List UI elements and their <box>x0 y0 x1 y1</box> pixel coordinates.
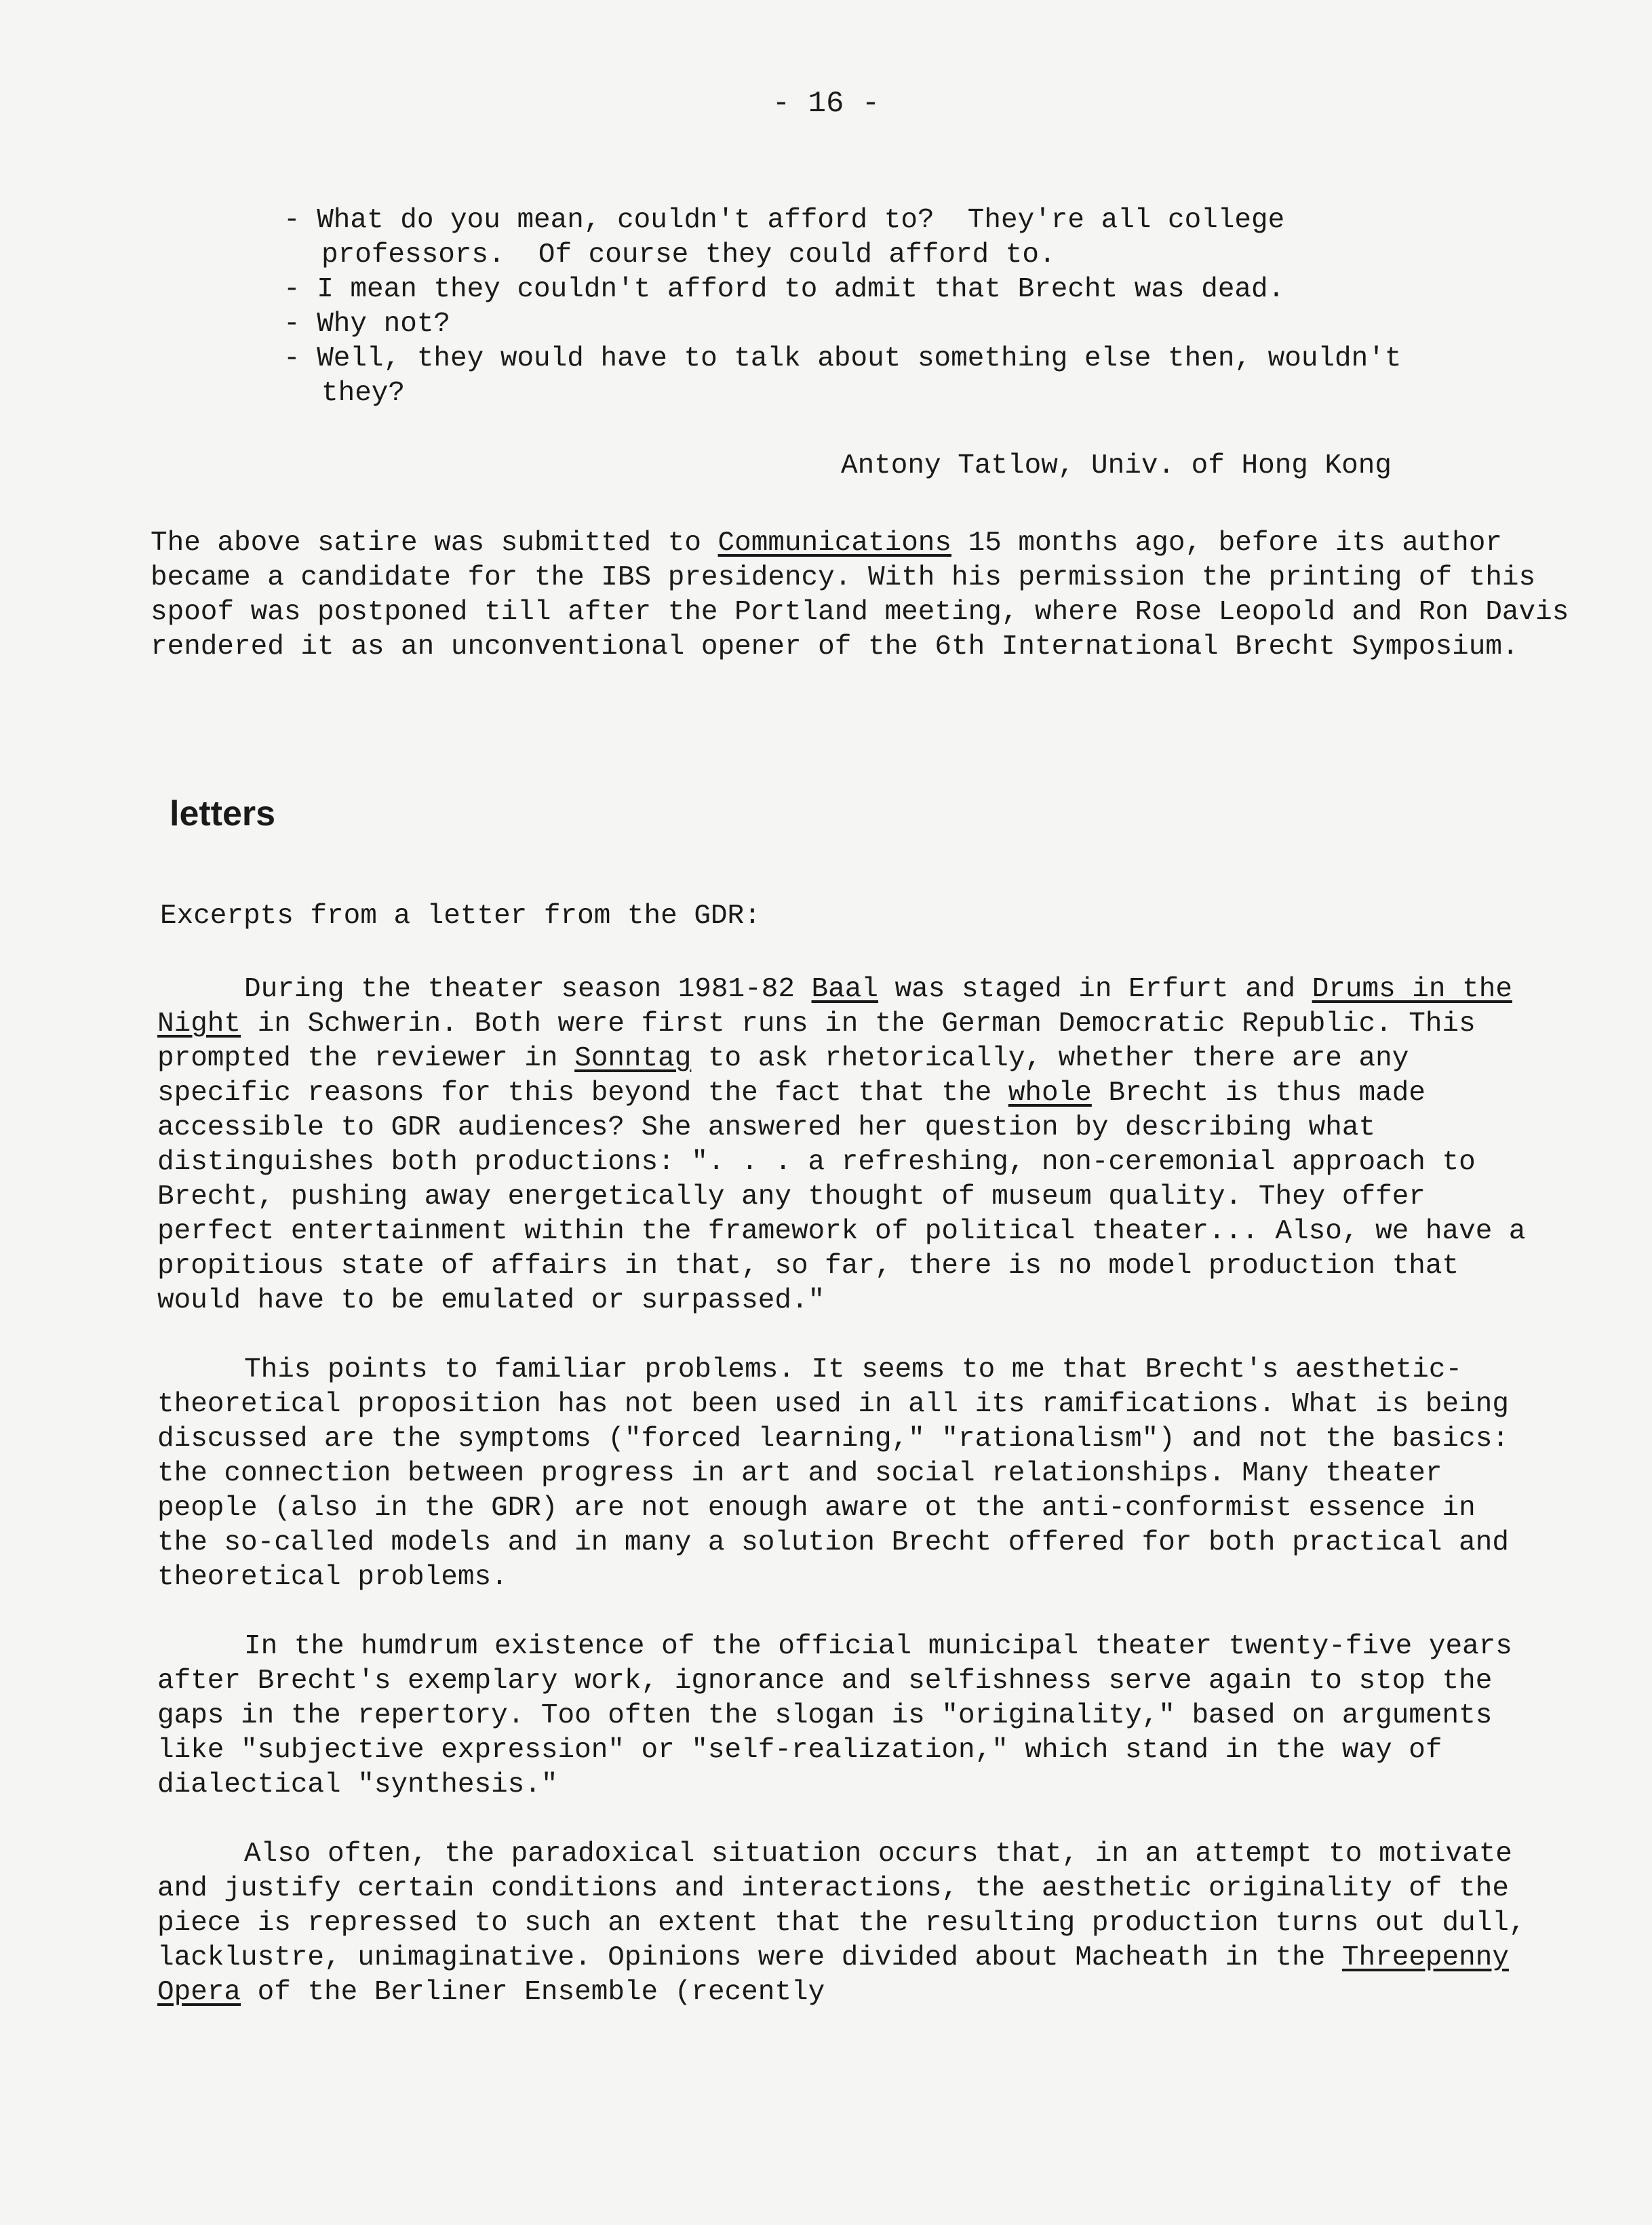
play-title-threepenny: Threepenny Opera <box>157 1942 1509 2008</box>
letter-paragraph <box>157 972 1534 1318</box>
section-heading: letters <box>170 794 276 833</box>
intro-paragraph <box>151 526 1602 665</box>
emphasis-whole: whole <box>1008 1078 1092 1109</box>
dialogue-line: - Well, they would have to talk about something else then, wouldn't they? <box>283 343 1419 409</box>
intro-text: The above satire was submitted to <box>151 528 718 559</box>
paragraph-text: Also often, the paradoxical situation occurs that, in an attempt to motivate and justify certain conditions and interactions, the aesthetic originality of the piece is repressed to such an extent that the resulting production turns out dull, lacklustre, unimaginative. Opinions were divided about Macheath in the <box>157 1838 1526 1973</box>
paragraph-text: was staged in Erfurt and <box>878 974 1312 1005</box>
satire-dialogue <box>283 203 1477 411</box>
page-number: - 16 - <box>772 87 880 121</box>
author-attribution: Antony Tatlow, Univ. of Hong Kong <box>841 450 1392 481</box>
paragraph-text: of the Berliner Ensemble (recently <box>241 1977 825 2008</box>
paragraph-text: in Schwerin. Both were first runs in the German Democratic Republic. This prompted the reviewer in <box>157 1008 1476 1074</box>
dialogue-line: - What do you mean, couldn't afford to? They're all college professors. Of course they could afford to. <box>283 205 1301 271</box>
paragraph-text: to ask rhetorically, whether there are any specific reasons for this beyond the fact that the <box>157 1043 1409 1109</box>
excerpt-intro: Excerpts from a letter from the GDR: <box>160 901 761 932</box>
letter-paragraph: In the humdrum existence of the official municipal theater twenty-five years after Brecht's exemplary work, ignorance and selfishness serve again to stop the gaps in the repertory. Too often the slogan is "originality," based on arguments like "subjective expression" or "self-realization," which stand in the way of dialectical "synthesis." <box>157 1631 1512 1800</box>
paragraph-text: During the theater season 1981-82 <box>244 974 812 1005</box>
publication-sonntag: Sonntag <box>574 1043 692 1074</box>
play-title-baal: Baal <box>811 974 878 1005</box>
letter-body <box>157 972 1534 2045</box>
play-title-drums: Drums in the Night <box>157 974 1512 1040</box>
intro-text: 15 months ago, before its author became a candidate for the IBS presidency. With his permission the printing of this spoof was postponed till after the Portland meeting, where Rose Leopold and Ron Davis rendered it as an unconventional opener of the 6th International Brecht Symposium. <box>151 528 1569 663</box>
dialogue-line: - I mean they couldn't afford to admit that Brecht was dead. <box>283 274 1285 305</box>
paragraph-text: Brecht is thus made accessible to GDR audiences? She answered her question by describing what distinguishes both productions: ". . . a refreshing, non-ceremonial approach to Brecht, pushing away energetically any thought of museum quality. They offer perfect entertainment within the framework of political theater... Also, we have a propitious state of affairs in that, so far, there is no model production that would have to be emulated or surpassed." <box>157 1078 1526 1316</box>
letter-paragraph: This points to familiar problems. It seems to me that Brecht's aesthetic-theoretical proposition has not been used in all its ramifications. What is being discussed are the symptoms ("forced learning," "rationalism") and not the basics: the connection between progress in art and social relationships. Many theater people (also in the GDR) are not enough aware ot the anti-conformist essence in the so-called models and in many a solution Brecht offered for both practical and theoretical problems. <box>157 1354 1509 1593</box>
publication-title: Communications <box>717 528 952 559</box>
letter-paragraph <box>157 1837 1534 2010</box>
dialogue-line: - Why not? <box>283 309 451 340</box>
